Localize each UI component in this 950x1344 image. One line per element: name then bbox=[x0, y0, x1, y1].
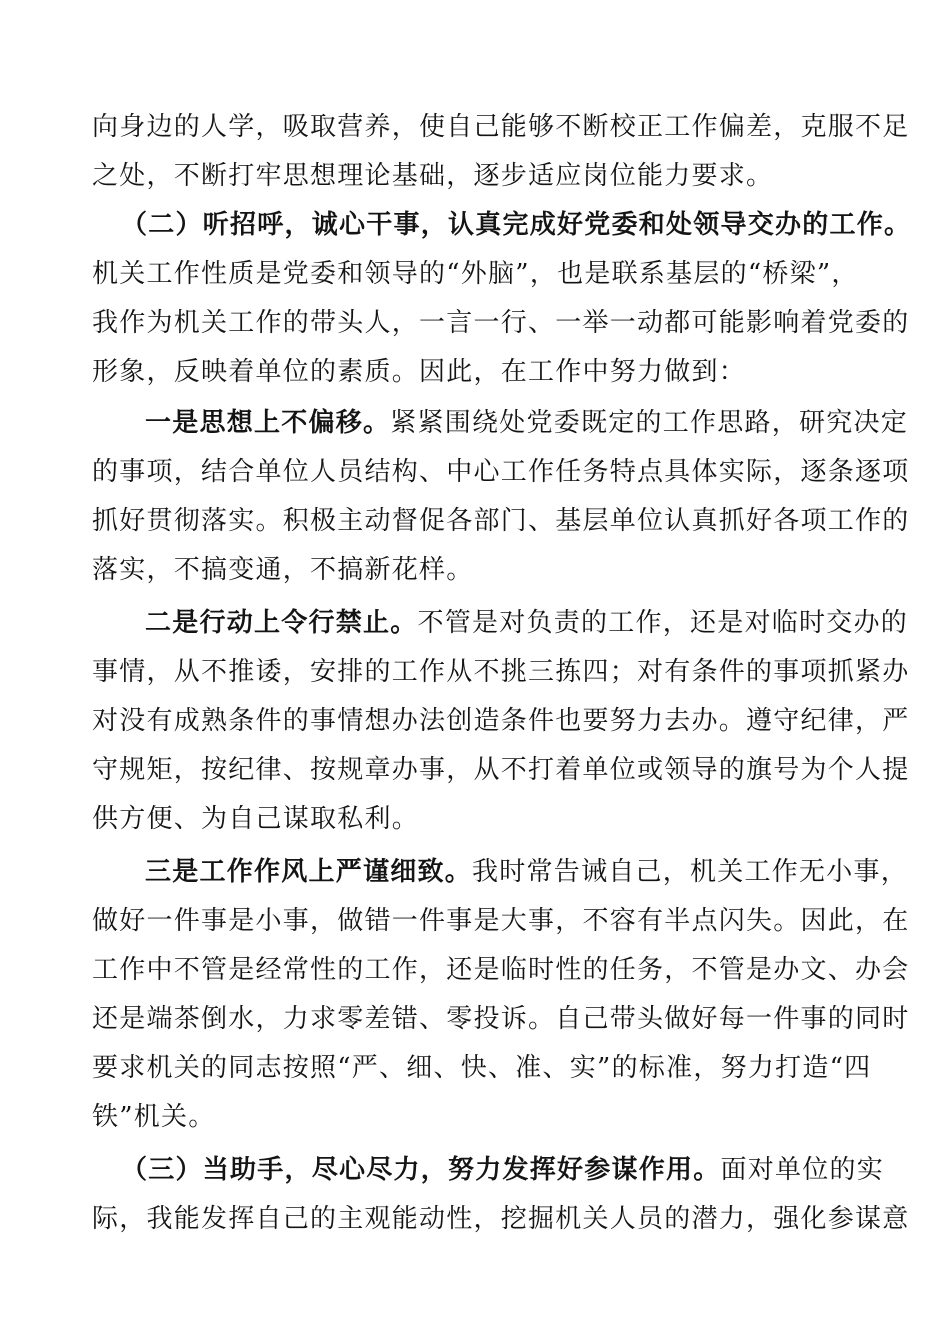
section-heading: （三）当助手，尽心尽力，努力发挥好参谋作用。 bbox=[121, 1155, 721, 1185]
paragraph-first-line bbox=[121, 1150, 896, 1190]
text-line: 工作中不管是经常性的工作，还是临时性的任务，不管是办文、办会 bbox=[92, 955, 910, 985]
text-line: 机关工作性质是党委和领导的“外脑”，也是联系基层的“桥梁”， bbox=[92, 259, 859, 289]
text-run: 不管是对负责的工作，还是对临时交办的 bbox=[417, 608, 909, 638]
text-line: 形象，反映着单位的素质。因此，在工作中努力做到： bbox=[92, 357, 747, 387]
lead-phrase: 三是工作作风上严谨细致。 bbox=[145, 857, 473, 887]
text-line: 还是端茶倒水，力求零差错、零投诉。自己带头做好每一件事的同时 bbox=[92, 1004, 910, 1034]
text-line: 际，我能发挥自己的主观能动性，挖掘机关人员的潜力，强化参谋意 bbox=[92, 1204, 910, 1234]
paragraph-first-line bbox=[145, 852, 920, 892]
text-line: 的事项，结合单位人员结构、中心工作任务特点具体实际，逐条逐项 bbox=[92, 457, 910, 487]
text-line: 做好一件事是小事，做错一件事是大事，不容有半点闪失。因此，在 bbox=[92, 906, 910, 936]
paragraph-first-line bbox=[145, 603, 920, 643]
text-line: 我作为机关工作的带头人，一言一行、一举一动都可能影响着党委的 bbox=[92, 308, 910, 338]
lead-phrase: 二是行动上令行禁止。 bbox=[145, 608, 418, 638]
text-run: 我时常告诫自己，机关工作无小事， bbox=[472, 857, 909, 887]
text-line: 事情，从不推诿，安排的工作从不挑三拣四；对有条件的事项抓紧办 bbox=[92, 657, 910, 687]
text-line: 供方便、为自己谋取私利。 bbox=[92, 804, 420, 834]
text-line: 铁”机关。 bbox=[92, 1102, 216, 1132]
text-line: 落实，不搞变通，不搞新花样。 bbox=[92, 555, 474, 585]
text-line: 向身边的人学，吸取营养，使自己能够不断校正工作偏差，克服不足 bbox=[92, 112, 910, 142]
text-line: 守规矩，按纪律、按规章办事，从不打着单位或领导的旗号为个人提 bbox=[92, 755, 910, 785]
text-line: 抓好贯彻落实。积极主动督促各部门、基层单位认真抓好各项工作的 bbox=[92, 506, 910, 536]
text-line: 之处，不断打牢思想理论基础，逐步适应岗位能力要求。 bbox=[92, 161, 774, 191]
section-heading: （二）听招呼，诚心干事，认真完成好党委和处领导交办的工作。 bbox=[121, 210, 912, 240]
text-line: 对没有成熟条件的事情想办法创造条件也要努力去办。遵守纪律，严 bbox=[92, 706, 910, 736]
text-run: 紧紧围绕处党委既定的工作思路，研究决定 bbox=[390, 408, 909, 438]
text-line: 要求机关的同志按照“严、细、快、准、实”的标准，努力打造“四 bbox=[92, 1053, 872, 1083]
paragraph-first-line bbox=[145, 403, 920, 443]
text-run: 面对单位的实 bbox=[720, 1155, 885, 1185]
lead-phrase: 一是思想上不偏移。 bbox=[145, 408, 391, 438]
